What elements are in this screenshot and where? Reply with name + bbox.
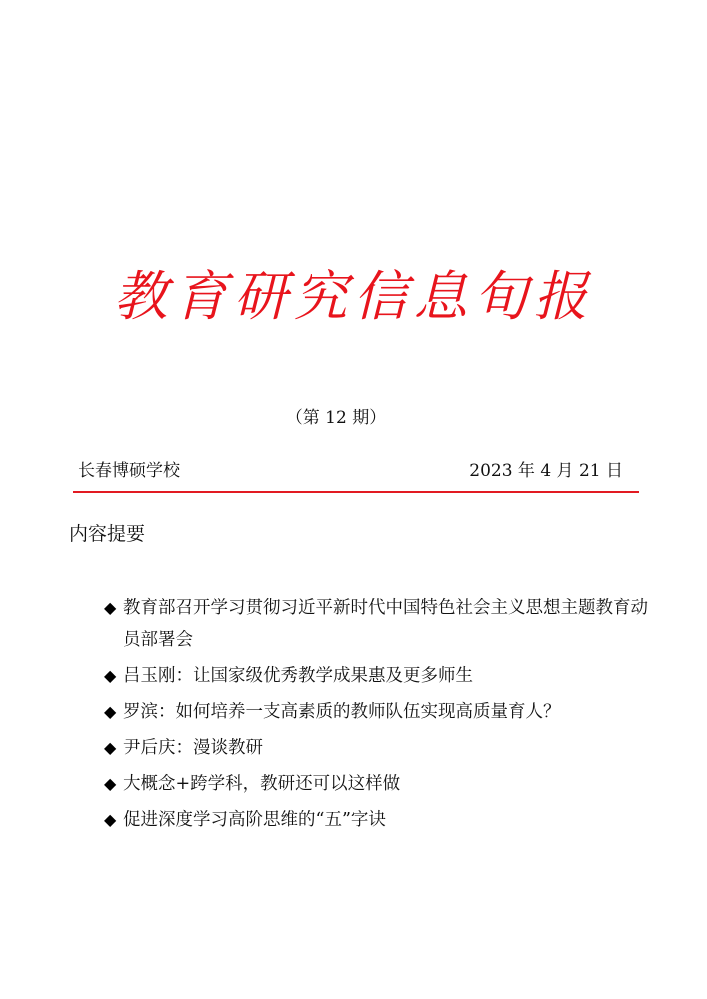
issue-number: （第 12 期） (285, 408, 387, 428)
diamond-icon: ◆ (104, 738, 117, 757)
diamond-icon: ◆ (104, 598, 117, 617)
summary-heading: 内容提要 (69, 523, 146, 545)
diamond-icon: ◆ (104, 666, 117, 685)
list-item (104, 592, 664, 656)
list-item (104, 696, 664, 728)
list-item-text: 促进深度学习高阶思维的“五”字诀 (123, 810, 386, 830)
diamond-icon: ◆ (104, 702, 117, 721)
list-item-text: 吕玉刚：让国家级优秀教学成果惠及更多师生 (123, 666, 473, 686)
issue-date: 2023 年 4 月 21 日 (469, 461, 623, 481)
list-item (104, 732, 664, 764)
header-divider (73, 491, 639, 493)
list-item (104, 768, 664, 800)
list-item-text: 尹后庆：漫谈教研 (123, 738, 263, 758)
diamond-icon: ◆ (104, 774, 117, 793)
list-item (104, 660, 664, 692)
list-item-text: 教育部召开学习贯彻习近平新时代中国特色社会主义思想主题教育动员部署会 (123, 598, 648, 650)
list-item (104, 804, 664, 836)
masthead-title: 教育研究信息旬报 (113, 265, 594, 328)
list-item-text: 大概念+跨学科，教研还可以这样做 (123, 774, 401, 794)
school-name: 长春博硕学校 (78, 461, 180, 481)
summary-list (104, 592, 664, 840)
list-item-text: 罗滨：如何培养一支高素质的教师队伍实现高质量育人？ (123, 702, 561, 722)
diamond-icon: ◆ (104, 810, 117, 829)
